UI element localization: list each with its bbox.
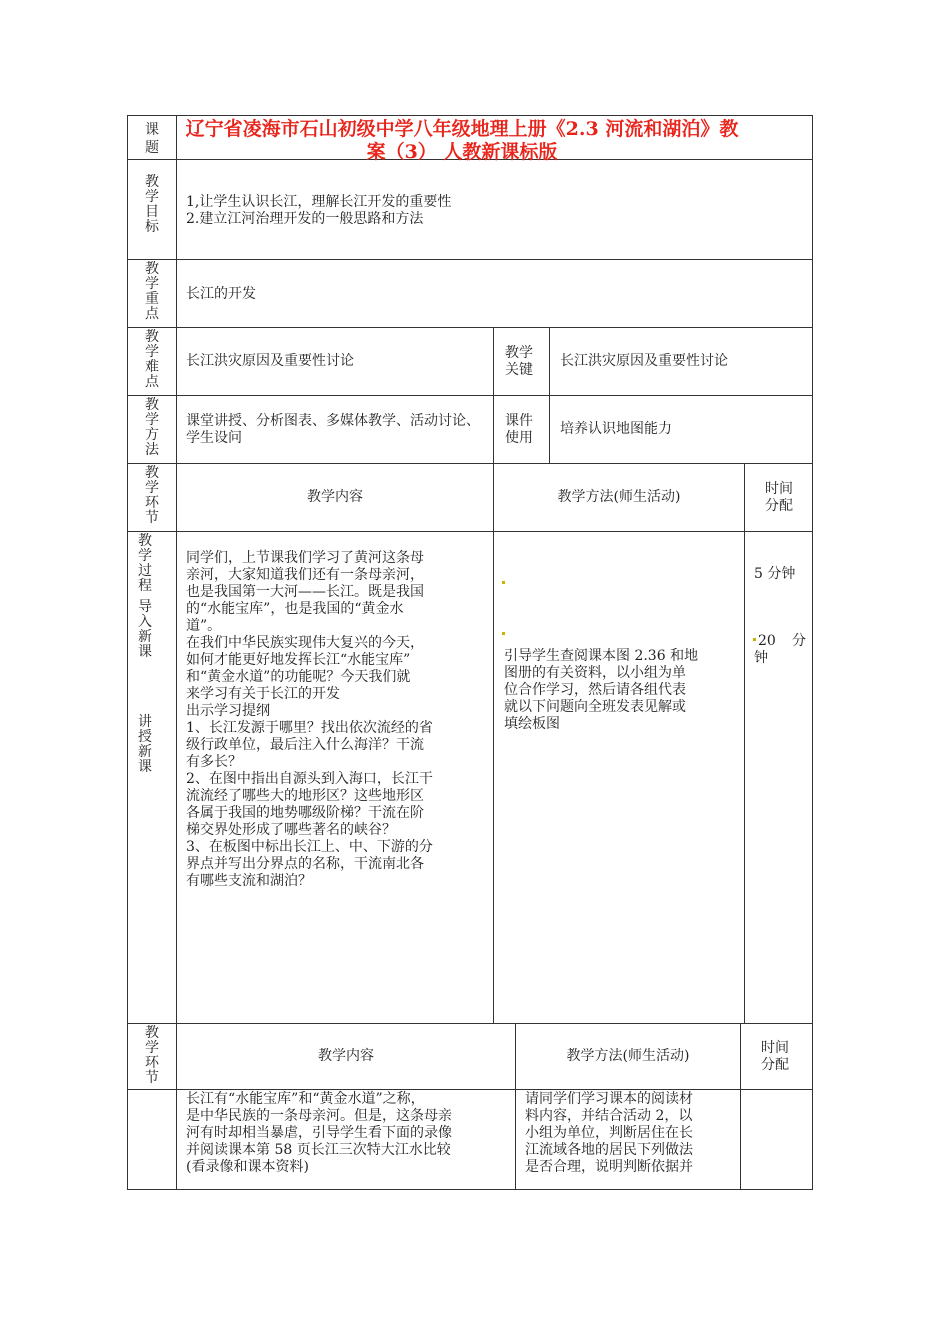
grid-line: [127, 463, 813, 464]
time-2-unit-a: 分: [792, 633, 806, 649]
process-label-a: 教学过程: [138, 533, 152, 594]
focus-value: 长江的开发: [186, 286, 256, 302]
grid-line: [549, 327, 550, 464]
content-line: 界点并写出分界点的名称，干流南北各: [186, 856, 424, 872]
courseware-value: 培养认识地图能力: [560, 421, 672, 437]
courseware-label: 课件使用: [505, 413, 533, 446]
method-line: 料内容，并结合活动 2，以: [525, 1108, 693, 1124]
content-line: 河有时却相当暴虐，引导学生看下面的录像: [186, 1125, 452, 1141]
grid-line: [127, 1189, 813, 1190]
content-line: 和“黄金水道”的功能呢？今天我们就: [186, 669, 411, 685]
key-value: 长江洪灾原因及重要性讨论: [560, 353, 728, 369]
content-line: 在我们中华民族实现伟大复兴的今天，: [186, 635, 424, 651]
difficulty-label: 教学难点: [145, 329, 159, 390]
method-line: 填绘板图: [504, 716, 560, 732]
yellow-mark-icon: [502, 581, 505, 584]
grid-line: [493, 463, 494, 1024]
section2-content: [186, 1091, 511, 1176]
grid-line: [127, 259, 813, 260]
content-line: 1、长江发源于哪里？找出依次流经的省: [186, 720, 433, 736]
grid-line: [127, 1089, 813, 1090]
content-line: 各属于我国的地势哪级阶梯？干流在阶: [186, 805, 424, 821]
content-line: 2、在图中指出自源头到入海口，长江干: [186, 771, 433, 787]
content-line: 是中华民族的一条母亲河。但是，这条母亲: [186, 1108, 452, 1124]
grid-line: [127, 327, 813, 328]
content-line: 长江有“水能宝库”和“黄金水道”之称，: [186, 1091, 425, 1107]
content-line: 3、在板图中标出长江上、中、下游的分: [186, 839, 433, 855]
grid-line: [127, 115, 128, 1190]
header-label-text: 课题: [145, 122, 159, 156]
method-line: 位合作学习，然后请各组代表: [504, 682, 686, 698]
yellow-mark-icon: [753, 638, 756, 641]
process-label-b: 导入新课: [138, 599, 152, 660]
process-content: [186, 550, 488, 890]
section2-col-method: 教学方法(师生活动): [566, 1048, 690, 1064]
grid-line: [740, 1023, 741, 1190]
content-line: 级行政单位，最后注入什么海洋？干流: [186, 737, 424, 753]
method-line: 小组为单位，判断居住在长: [525, 1125, 693, 1141]
section1-col-method: 教学方法(师生活动): [557, 489, 681, 505]
method-line: 是否合理，说明判断依据并: [525, 1159, 693, 1175]
section1-label: 教学环节: [145, 465, 159, 526]
grid-line: [744, 463, 745, 1024]
time-1: 5 分钟: [754, 566, 796, 582]
method-line: 引导学生查阅课本图 2.36 和地: [504, 648, 699, 664]
content-line: 出示学习提纲: [186, 703, 270, 719]
section2-col-content: 教学内容: [318, 1048, 374, 1064]
grid-line: [127, 115, 813, 116]
content-line: (看录像和课本资料): [186, 1159, 309, 1175]
yellow-mark-icon: [502, 632, 505, 635]
grid-line: [812, 115, 813, 1190]
section2-label: 教学环节: [145, 1025, 159, 1086]
method-value: 课堂讲授、分析图表、多媒体教学、活动讨论、学生设问: [186, 413, 480, 446]
content-line: 梯交界处形成了哪些著名的峡谷？: [186, 822, 396, 838]
process-label-c: 讲授新课: [138, 714, 152, 775]
content-line: 并阅读课本第 58 页长江三次特大江水比较: [186, 1142, 451, 1158]
content-line: 同学们，上节课我们学习了黄河这条母: [186, 550, 424, 566]
content-line: 有多长？: [186, 754, 242, 770]
method-line: 请同学们学习课本的阅读材: [525, 1091, 693, 1107]
section2-method: [525, 1091, 737, 1176]
method-line: 就以下问题向全班发表见解或: [504, 699, 686, 715]
content-line: 来学习有关于长江的开发: [186, 686, 340, 702]
process-method: [504, 648, 740, 733]
content-line: 如何才能更好地发挥长江“水能宝库”: [186, 652, 411, 668]
content-line: 的“水能宝库”，也是我国的“黄金水: [186, 601, 404, 617]
goals-line-2: 2.建立江河治理开发的一般思路和方法: [186, 211, 424, 227]
goals-label: 教学目标: [145, 174, 159, 235]
content-line: 有哪些支流和湖泊？: [186, 873, 312, 889]
grid-line: [493, 327, 494, 464]
grid-line: [127, 395, 813, 396]
content-line: 亲河，大家知道我们还有一条母亲河，: [186, 567, 424, 583]
content-line: 道”。: [186, 618, 222, 634]
header-label: [130, 121, 174, 157]
grid-line: [127, 531, 813, 532]
page-title: 辽宁省凌海市石山初级中学八年级地理上册《2.3 河流和湖泊》教案（3） 人教新课标版: [185, 118, 739, 163]
content-line: 流流经了哪些大的地形区？这些地形区: [186, 788, 424, 804]
time-2-num: 20: [758, 633, 776, 649]
grid-line: [176, 115, 177, 1190]
section2-col-time: 时间分配: [761, 1040, 789, 1073]
time-2-unit-b: 钟: [754, 650, 768, 666]
grid-line: [127, 1023, 813, 1024]
method-label: 教学方法: [145, 397, 159, 458]
section1-col-time: 时间分配: [765, 481, 793, 514]
focus-label: 教学重点: [145, 261, 159, 322]
goals-line-1: 1,让学生认识长江，理解长江开发的重要性: [186, 194, 452, 210]
section1-col-content: 教学内容: [307, 489, 363, 505]
difficulty-value: 长江洪灾原因及重要性讨论: [186, 353, 354, 369]
key-label: 教学关键: [505, 345, 533, 378]
method-line: 江流域各地的居民下列做法: [525, 1142, 693, 1158]
content-line: 也是我国第一大河——长江。既是我国: [186, 584, 424, 600]
method-line: 图册的有关资料，以小组为单: [504, 665, 686, 681]
